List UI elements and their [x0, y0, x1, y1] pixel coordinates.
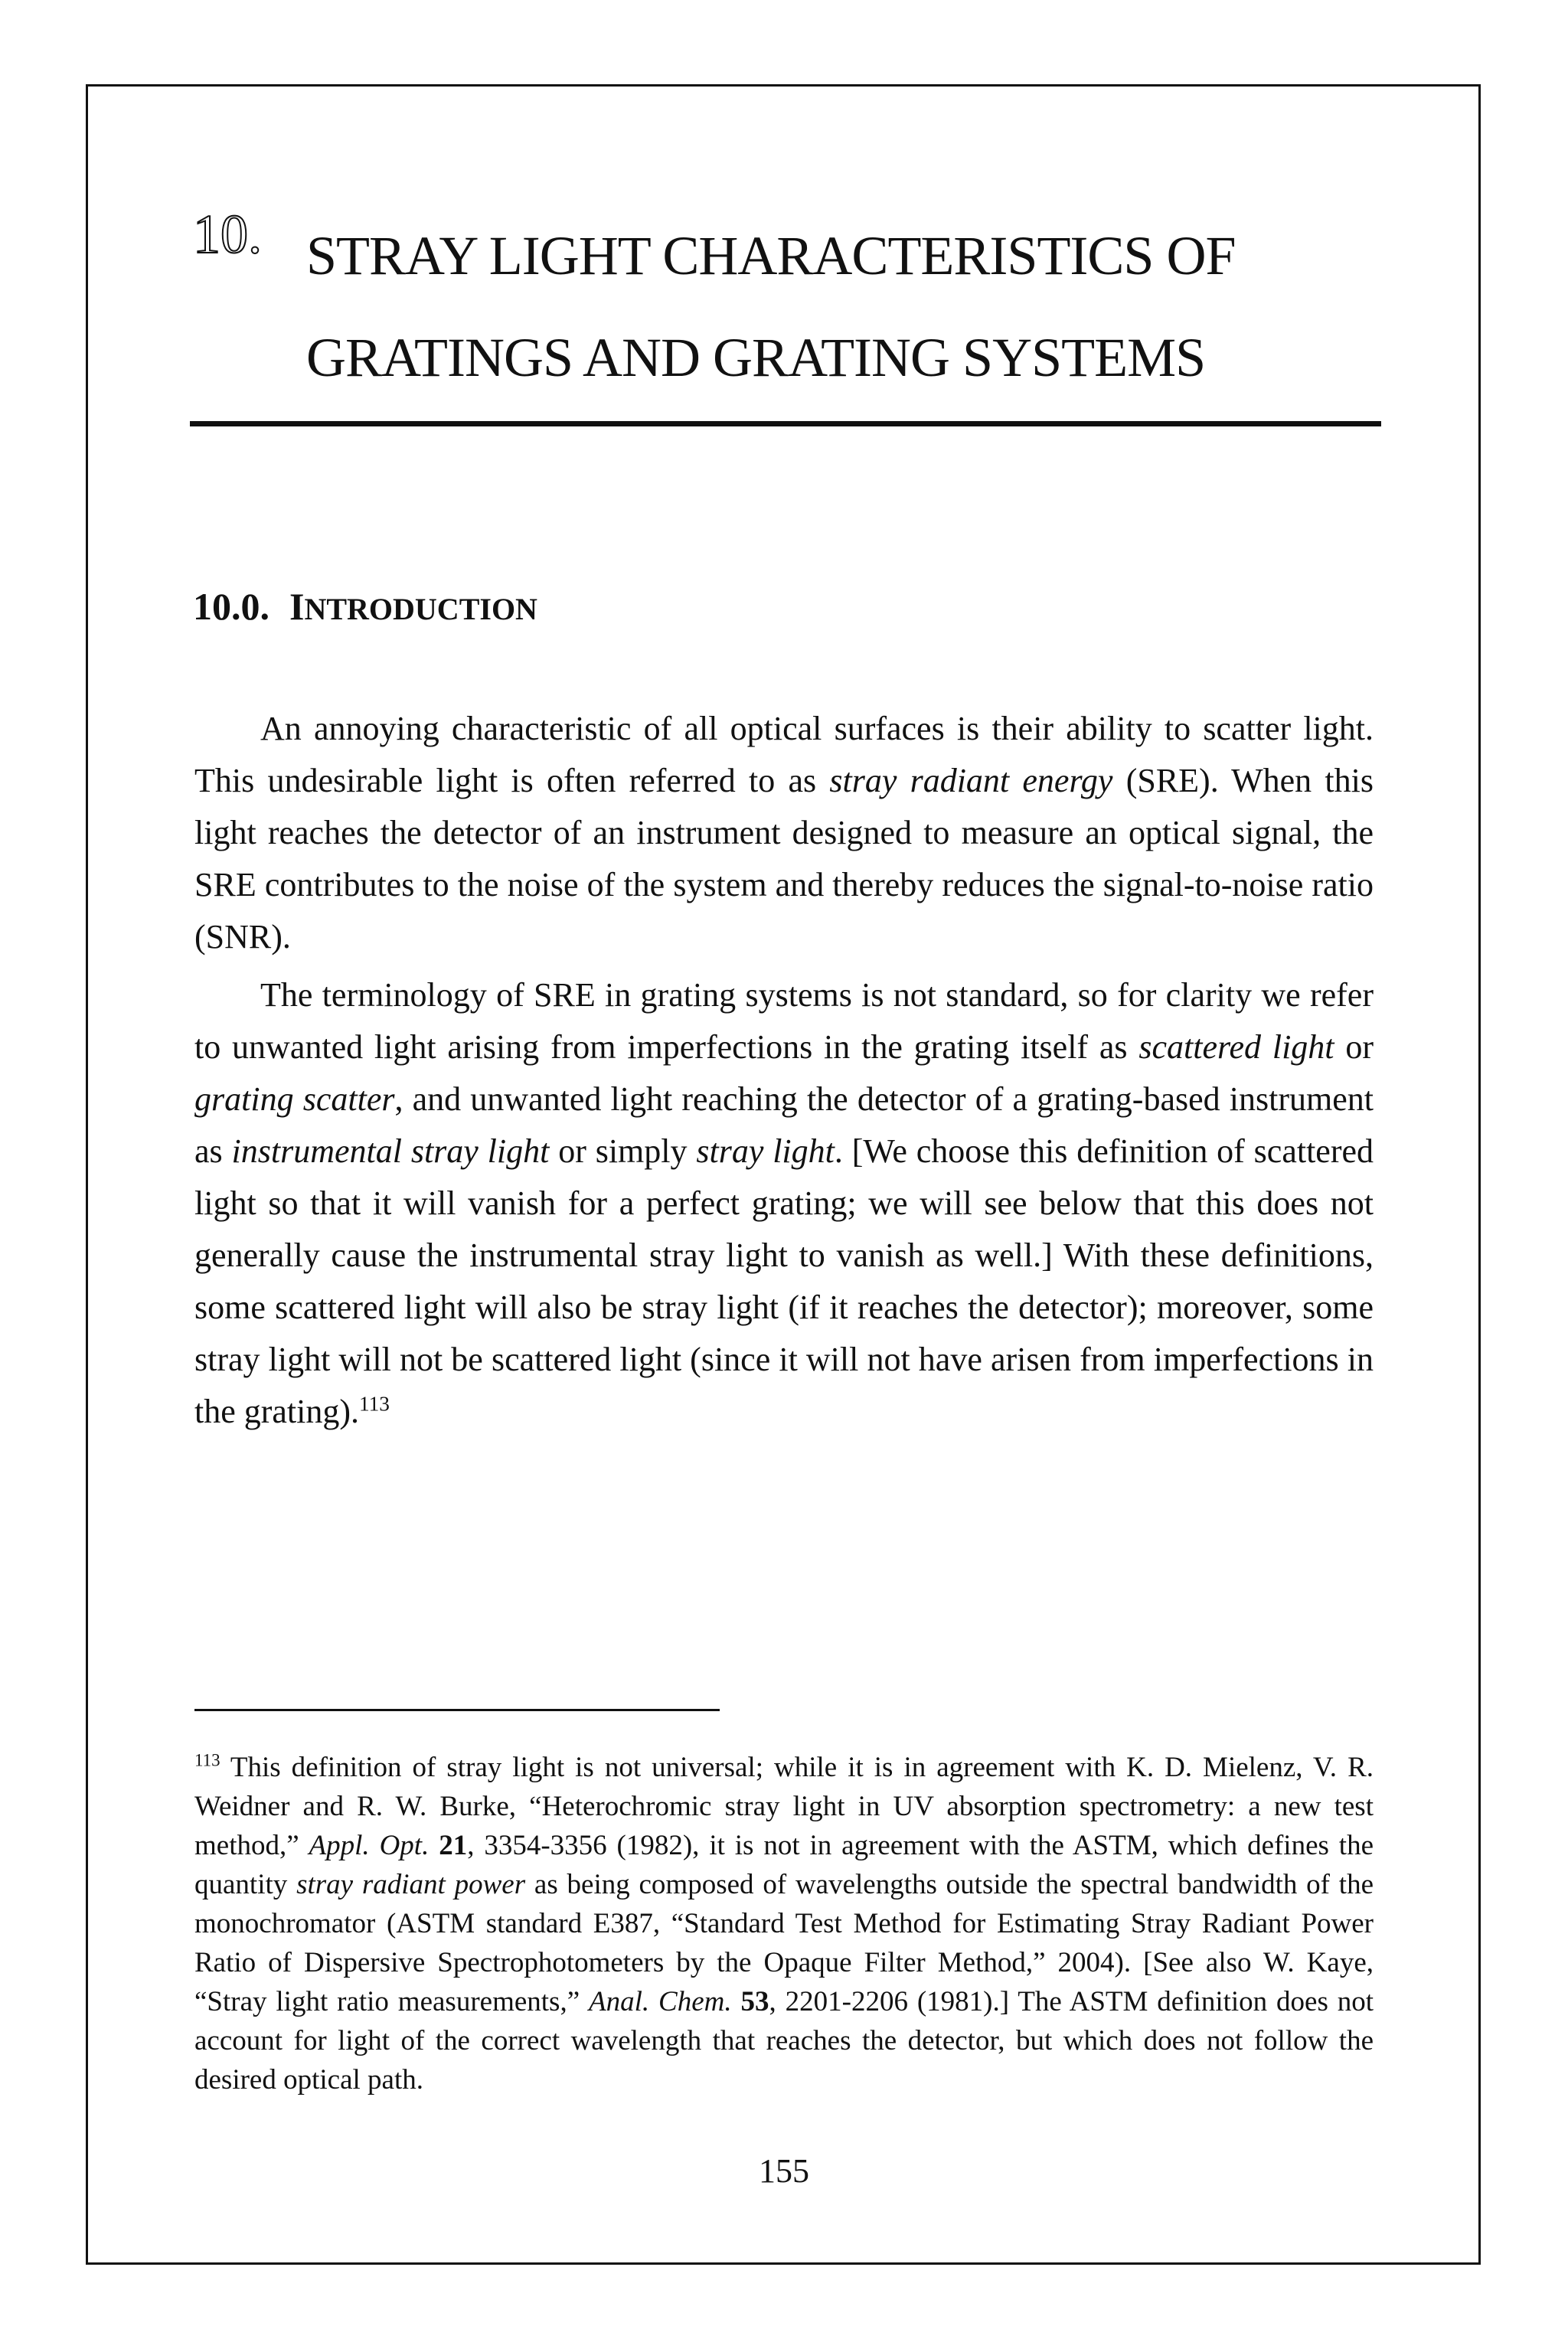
footnote-separator: [194, 1709, 720, 1711]
paragraph-2-emphasis: instrumental stray light: [231, 1132, 550, 1170]
paragraph-2-text: , and unwanted light reaching the detector of a grating-based instrument as: [194, 1080, 1374, 1170]
chapter-title: [306, 205, 1378, 409]
paragraph-2-emphasis: stray light: [696, 1132, 835, 1170]
section-title-rest: NTRODUCTION: [304, 592, 537, 626]
footnote-marker: 113: [194, 1750, 220, 1770]
footnote-text: as being composed of wavelengths outside the spectral bandwidth of the monochromator (ASTM standard E387, “Standard Test Method for Estimating Stray Radiant Power Ratio of Dispersive Spectrophotometers by the Opaque Filter Method,” 2004). [See also W. Kaye, “Stray light ratio measurements,”: [194, 1869, 1374, 2017]
footnote-reference[interactable]: 113: [359, 1392, 390, 1416]
footnote-emphasis: stray radiant power: [296, 1869, 526, 1900]
footnote-emphasis: Appl. Opt.: [309, 1830, 430, 1861]
section-title-initial: I: [289, 585, 305, 628]
paragraph-2-text: or simply: [549, 1132, 697, 1170]
paragraph-1-emphasis: stray radiant energy: [829, 762, 1113, 799]
paragraph-2-emphasis: grating scatter: [194, 1080, 395, 1118]
page-number: 155: [759, 2152, 809, 2190]
paragraph-2: [194, 969, 1374, 1438]
section-heading: [193, 584, 537, 629]
paragraph-2-emphasis: scattered light: [1138, 1028, 1334, 1066]
paragraph-2-text: . [We choose this definition of scattered light so that it will vanish for a perfect grating; we will see below that this does not generally cause the instrumental stray light to vanish as well.] With these definitions, some scattered light will also be stray light (if it reaches the detector); moreover, some stray light will not be scattered light (since it will not have arisen from imperfections in the grating).: [194, 1132, 1374, 1430]
section-number: 10.0.: [193, 585, 270, 628]
footnote-113: [194, 1748, 1374, 2099]
footnote-bold: 53: [740, 1986, 769, 2017]
paragraph-1: [194, 703, 1374, 963]
footnote-emphasis: Anal. Chem.: [589, 1986, 732, 2017]
footnote-text: This definition of stray light is not universal; while it is in agreement with K. D. Mielenz, V. R. Weidner and R. W. Burke, “Heterochromic stray light in UV absorption spectrometry: a new test method,”: [194, 1752, 1374, 1861]
footnote-text: , 3354-3356 (1982), it is not in agreement with the ASTM, which defines the quantity: [194, 1830, 1374, 1900]
footnote-text: , 2201-2206 (1981).] The ASTM definition does not account for light of the correct wavelength that reaches the detector, but which does not follow the desired optical path.: [194, 1986, 1374, 2096]
chapter-title-line-1: STRAY LIGHT CHARACTERISTICS OF: [306, 225, 1236, 286]
chapter-title-rule: [190, 421, 1381, 426]
footnote-text: [732, 1986, 741, 2017]
paragraph-2-text: The terminology of SRE in grating systems is not standard, so for clarity we refer to unwanted light arising from imperfections in the grating itself as: [194, 976, 1374, 1066]
paragraph-1-text: (SRE). When this light reaches the detector of an instrument designed to measure an optical signal, the SRE contributes to the noise of the system and thereby reduces the signal-to-noise ratio (SNR).: [194, 762, 1374, 956]
chapter-number: 10.: [193, 204, 262, 265]
chapter-title-line-2: GRATINGS AND GRATING SYSTEMS: [306, 327, 1206, 388]
footnote-text: [429, 1830, 439, 1861]
footnote-bold: 21: [439, 1830, 468, 1861]
paragraph-2-text: or: [1334, 1028, 1374, 1066]
paragraph-1-text: An annoying characteristic of all optical surfaces is their ability to scatter light. This undesirable light is often referred to as: [194, 710, 1374, 799]
